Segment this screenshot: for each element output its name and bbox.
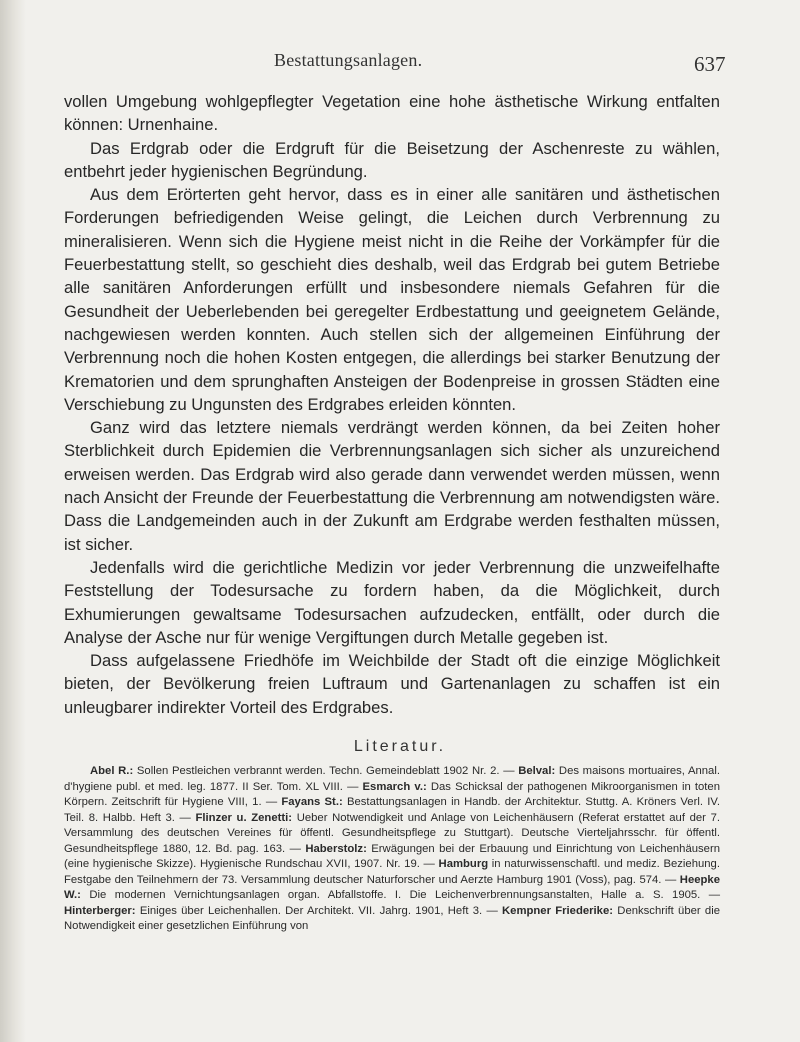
ref-author: Hinterberger: <box>64 904 136 917</box>
ref-author: Hamburg <box>438 858 489 870</box>
ref-text: Die modernen Vernichtungsanlagen organ. Abfallstoffe. I. Die Leichenverbrennungsanstalten, Halle a. S. 1905. — <box>80 889 720 901</box>
paragraph: Dass aufgelassene Friedhöfe im Weichbilde der Stadt oft die einzige Möglichkeit bieten, der Bevölkerung freien Luftraum und Gartenanlagen zu schaffen ist ein unleugbarer indirekter Vorteil des Erdgrabes. <box>64 651 720 717</box>
paragraph: Jedenfalls wird die gerichtliche Medizin vor jeder Verbrennung die unzweifelhafte Feststellung der Todesursache zu fordern haben, da die Möglichkeit, durch Exhumierungen gewaltsame Todesursachen aufzudecken, entfällt, oder durch die Analyse der Asche nur für wenige Vergiftungen durch Metalle gegeben ist. <box>64 557 720 647</box>
paragraph: vollen Umgebung wohlgepflegter Vegetation eine hohe ästhetische Wirkung entfalten können: Urnenhaine. <box>64 92 720 135</box>
ref-author: Fayans St.: <box>281 796 343 808</box>
ref-text: Ueber Notwendigkeit und Anlage von Leichenhäusern (Referat erstattet auf der 7. Versammlung des deutschen Vereines für öffentl. Gesundheitspflege zu Stuttgart). Deutsche Vierteljahrsschr. für öffentl. Gesundheitspflege 1880, 12. Bd. pag. 163. — <box>64 811 721 855</box>
ref-author: Flinzer u. Zenetti: <box>195 811 293 824</box>
ref-text: Sollen Pestleichen verbrannt werden. Techn. Gemeindeblatt 1902 Nr. 2. — <box>133 765 519 777</box>
ref-author: Haberstolz: <box>305 842 367 855</box>
ref-author: Kempner Friederike: <box>502 904 614 917</box>
paragraph: Aus dem Erörterten geht hervor, dass es in einer alle sanitären und ästhetischen Forderungen befriedigenden Weise gelingt, die Leichen durch Verbrennung zu mineralisieren. Wenn sich die Hygiene meist nicht in die Reihe der Vorkämpfer für die Feuerbestattung stellt, so geschieht dies deshalb, weil das Erdgrab bei gutem Betriebe alle sanitären Anforderungen erfüllt und insbesondere niemals Gefahren für die Gesundheit der Ueberlebenden bei geregelter Erdbestattung und geeignetem Gelände, nachgewiesen werden konnten. Auch stellen sich der allgemeinen Einführung der Verbrennung noch die hohen Kosten entgegen, die allerdings bei starker Benutzung der Krematorien und dem sprunghaften Ansteigen der Bodenpreise in grossen Städten eine Verschiebung zu Ungunsten des Erdgrabes erleiden könnten. <box>64 185 720 414</box>
ref-text: Bestattungsanlagen in Handb. der Architektur. Stuttg. A. Kröners Verl. IV. Teil. 8. Halbb. Heft 3. — <box>64 796 720 824</box>
page-header <box>0 48 800 74</box>
main-text <box>64 90 720 719</box>
ref-author: Esmarch v.: <box>362 780 427 793</box>
ref-text: Des maisons mortuaires, Annal. d'hygiene publ. et med. leg. 1877. II Ser. Tom. XL VIII. — <box>64 765 720 793</box>
ref-author: Belval: <box>518 765 556 777</box>
literature-references <box>64 764 720 935</box>
page-gutter-shadow <box>0 0 26 1042</box>
ref-text: in naturwissenschaftl. und mediz. Beziehung. Festgabe den Teilnehmern der 73. Versammlung deutscher Naturforscher und Aerzte Hamburg 1901 (Voss), pag. 574. — <box>64 858 720 886</box>
ref-text: Denkschrift über die Notwendigkeit einer gesetzlichen Einführung von <box>64 904 721 932</box>
page-number: 637 <box>694 52 726 76</box>
ref-text: Das Schicksal der pathogenen Mikroorganismen in toten Körpern. Zeitschrift für Hygiene VIII, 1. — <box>64 780 720 808</box>
ref-author: Abel R.: <box>90 765 134 777</box>
running-head: Bestattungsanlagen. <box>274 50 423 70</box>
literature-heading: Literatur. <box>353 738 447 755</box>
ref-text: Erwägungen bei der Erbauung und Einrichtung von Leichenhäusern (eine hygienische Skizze). Hygienische Rundschau XVII, 1907. Nr. 19. — <box>64 842 720 870</box>
ref-author: Heepke W.: <box>64 873 720 901</box>
paragraph: Ganz wird das letztere niemals verdrängt werden können, da bei Zeiten hoher Sterblichkeit durch Epidemien die Verbrennungsanlagen sich sicher als unzureichend erweisen werden. Das Erdgrab wird also gerade dann verwendet werden müssen, wenn nach Ansicht der Freunde der Feuerbestattung die Verbrennung am notwendigsten wäre. Dass die Landgemeinden auch in der Zukunft am Erdgrabe werden festhalten müssen, ist sicher. <box>64 418 720 554</box>
ref-text: Einiges über Leichenhallen. Der Architekt. VII. Jahrg. 1901, Heft 3. — <box>135 904 503 917</box>
paragraph: Das Erdgrab oder die Erdgruft für die Beisetzung der Aschenreste zu wählen, entbehrt jeder hygienischen Begründung. <box>64 138 720 181</box>
